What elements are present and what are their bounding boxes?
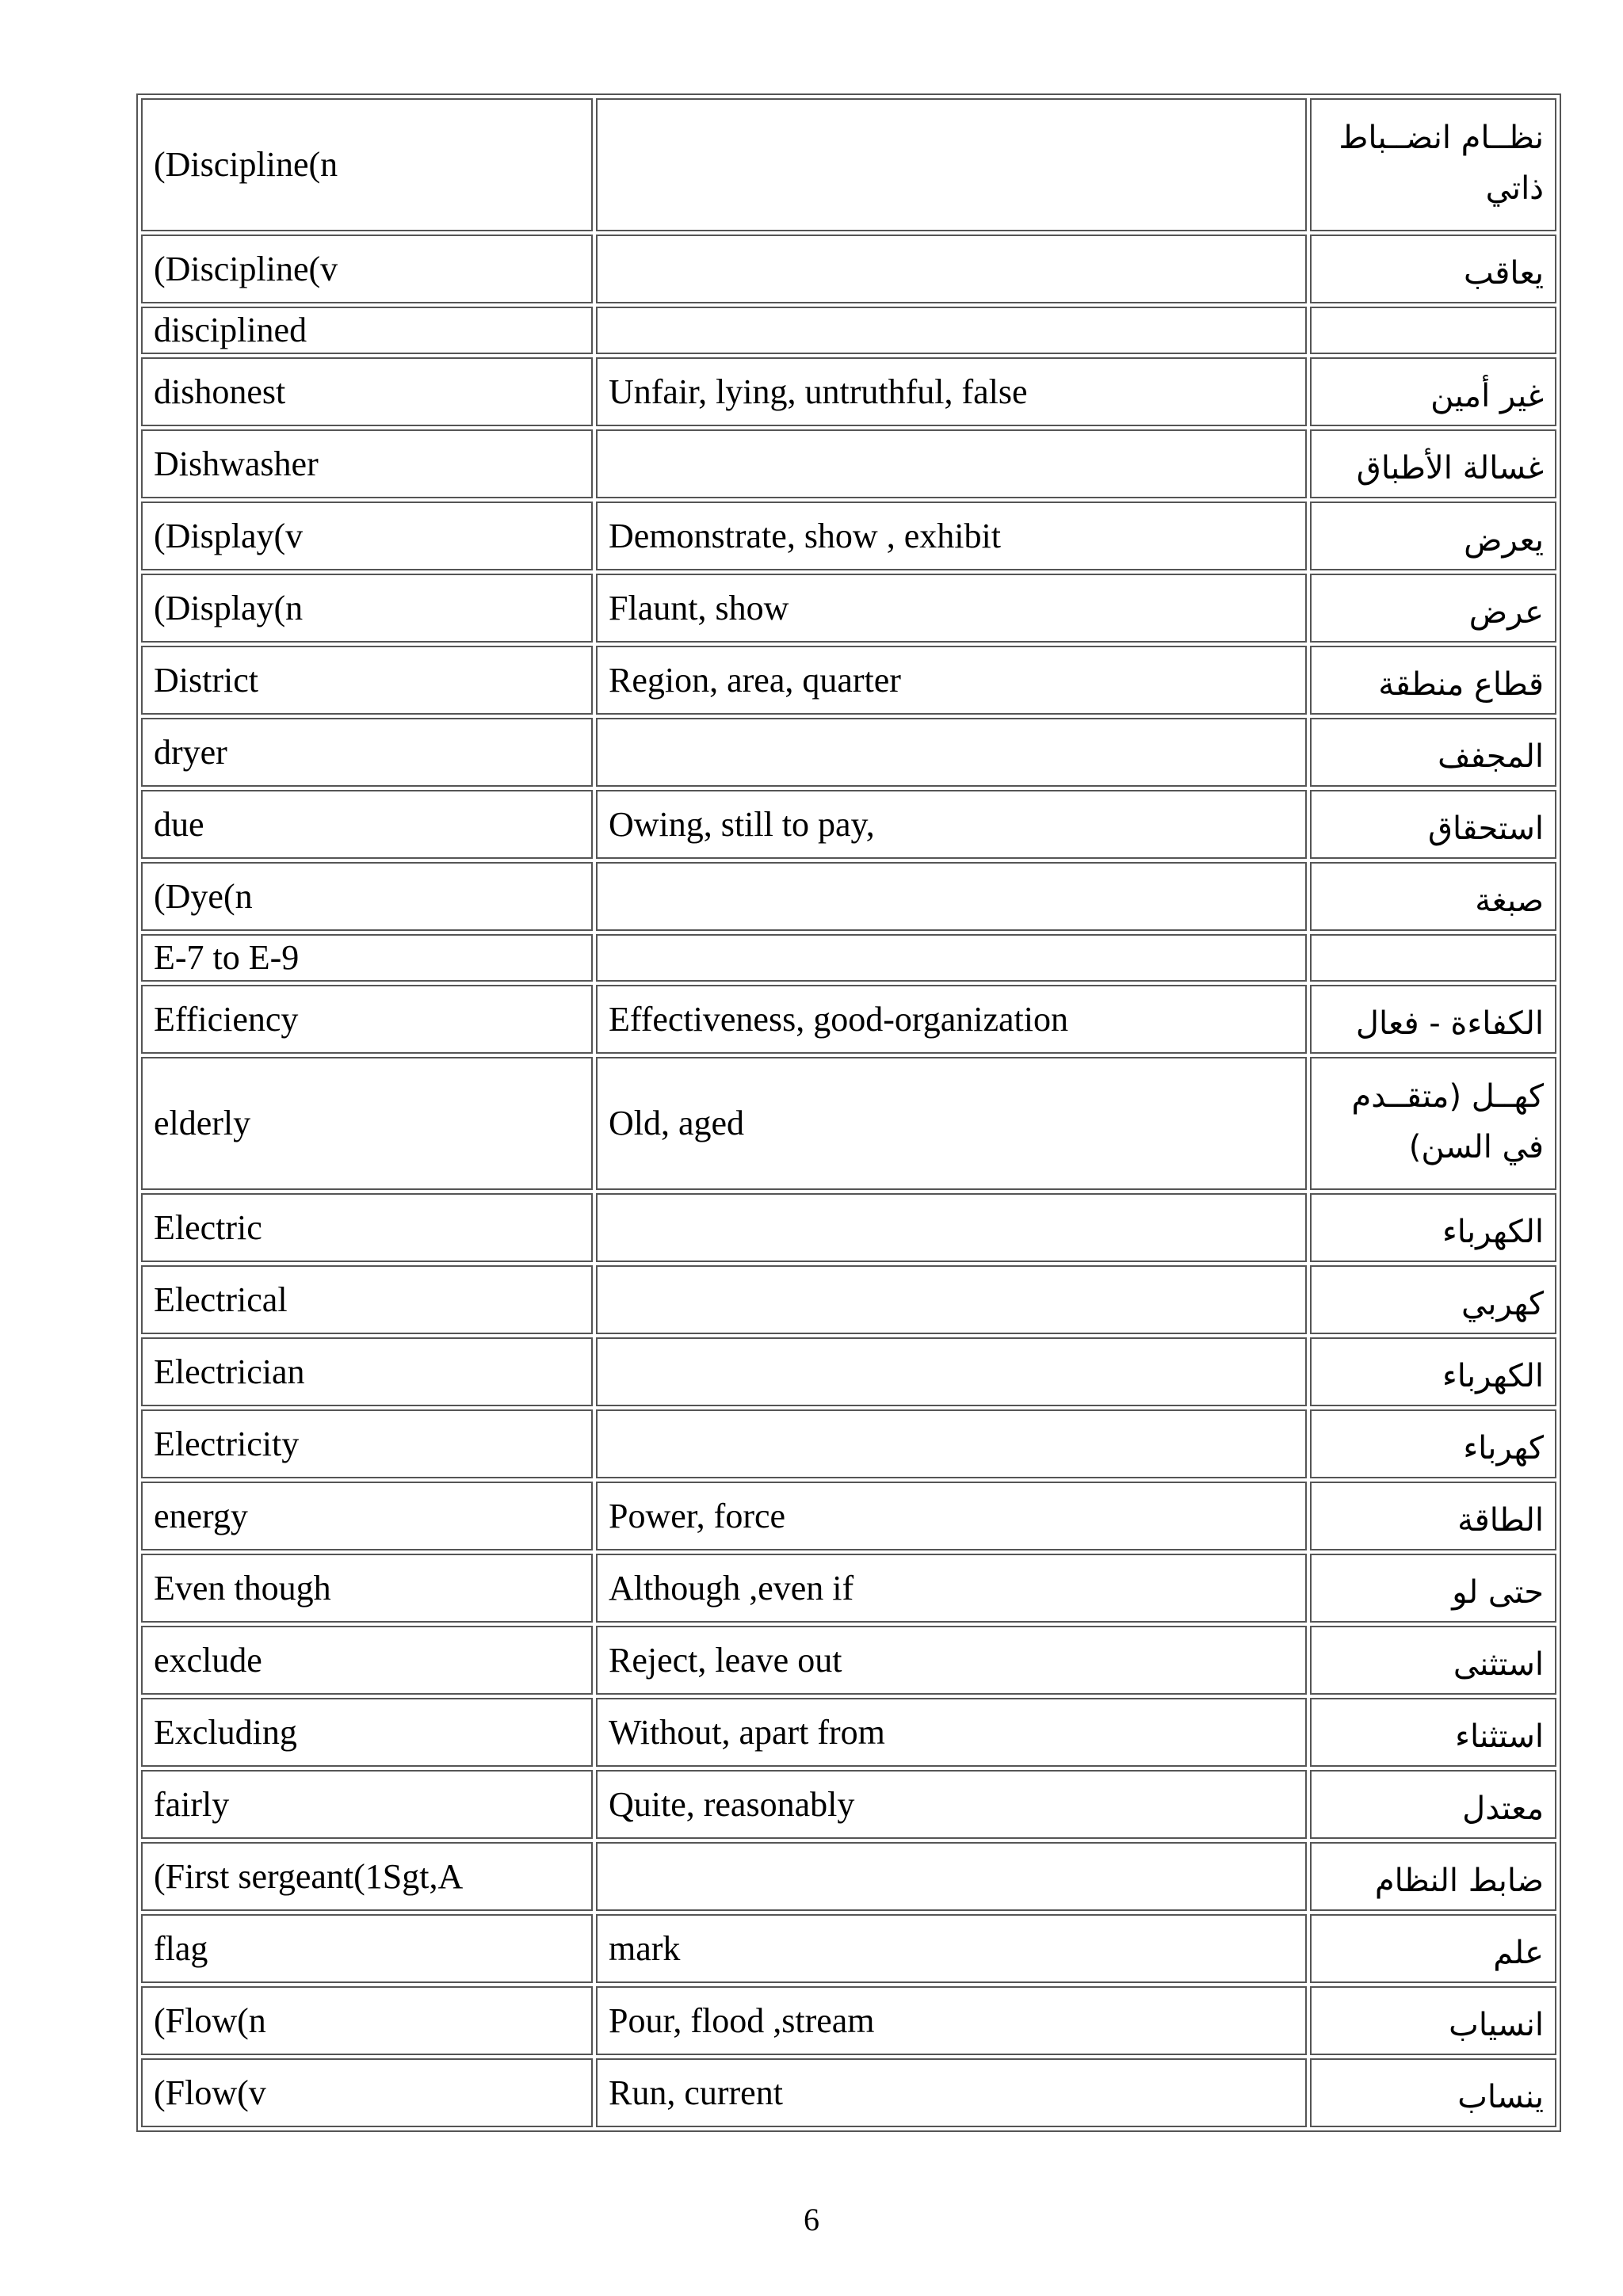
english-word-cell: dryer — [141, 718, 593, 787]
table-row — [141, 1986, 1556, 2055]
english-word-cell: (Display(n — [141, 574, 593, 643]
arabic-translation-cell: غير أمين — [1310, 357, 1556, 426]
synonyms-cell: Although ,even if — [596, 1554, 1307, 1623]
synonyms-cell — [596, 235, 1307, 303]
table-row — [141, 646, 1556, 715]
table-row — [141, 1057, 1556, 1190]
arabic-translation-cell: ينساب — [1310, 2058, 1556, 2127]
arabic-translation-cell: الطاقة — [1310, 1482, 1556, 1550]
synonyms-cell — [596, 429, 1307, 498]
arabic-translation-cell: الكهرباء — [1310, 1193, 1556, 1262]
table-row — [141, 1554, 1556, 1623]
english-word-cell: exclude — [141, 1626, 593, 1695]
synonyms-cell — [596, 862, 1307, 931]
synonyms-cell: Flaunt, show — [596, 574, 1307, 643]
synonyms-cell: Reject, leave out — [596, 1626, 1307, 1695]
vocabulary-table — [136, 93, 1561, 2132]
table-row — [141, 985, 1556, 1054]
table-row — [141, 934, 1556, 982]
table-row — [141, 1698, 1556, 1767]
arabic-translation-cell: معتدل — [1310, 1770, 1556, 1839]
arabic-translation-cell: الكهرباء — [1310, 1337, 1556, 1406]
arabic-translation-cell — [1310, 934, 1556, 982]
english-word-cell: Electrical — [141, 1265, 593, 1334]
english-word-cell: Excluding — [141, 1698, 593, 1767]
table-row — [141, 1409, 1556, 1478]
arabic-translation-cell: غسالة الأطباق — [1310, 429, 1556, 498]
arabic-translation-cell: صبغة — [1310, 862, 1556, 931]
synonyms-cell: Run, current — [596, 2058, 1307, 2127]
arabic-translation-cell: كهربي — [1310, 1265, 1556, 1334]
synonyms-cell — [596, 1337, 1307, 1406]
table-row — [141, 1626, 1556, 1695]
table-row — [141, 502, 1556, 570]
arabic-translation-cell — [1310, 307, 1556, 354]
english-word-cell: Electricity — [141, 1409, 593, 1478]
synonyms-cell: Pour, flood ,stream — [596, 1986, 1307, 2055]
english-word-cell: Even though — [141, 1554, 593, 1623]
arabic-translation-cell: انسياب — [1310, 1986, 1556, 2055]
table-row — [141, 98, 1556, 231]
synonyms-cell — [596, 934, 1307, 982]
arabic-translation-cell: ضابط النظام — [1310, 1842, 1556, 1911]
english-word-cell: (First sergeant(1Sgt,A — [141, 1842, 593, 1911]
table-row — [141, 1770, 1556, 1839]
english-word-cell: (Flow(n — [141, 1986, 593, 2055]
vocabulary-table-body — [141, 98, 1556, 2127]
english-word-cell: dishonest — [141, 357, 593, 426]
english-word-cell: (Dye(n — [141, 862, 593, 931]
synonyms-cell — [596, 307, 1307, 354]
synonyms-cell: Quite, reasonably — [596, 1770, 1307, 1839]
english-word-cell: elderly — [141, 1057, 593, 1190]
arabic-translation-cell: استثنى — [1310, 1626, 1556, 1695]
arabic-translation-cell: نظــام انضــباط ذاتي — [1310, 98, 1556, 231]
arabic-translation-cell: استحقاق — [1310, 790, 1556, 859]
synonyms-cell: Unfair, lying, untruthful, false — [596, 357, 1307, 426]
english-word-cell: (Display(v — [141, 502, 593, 570]
table-row — [141, 1914, 1556, 1983]
table-row — [141, 307, 1556, 354]
table-row — [141, 718, 1556, 787]
english-word-cell: Efficiency — [141, 985, 593, 1054]
synonyms-cell — [596, 98, 1307, 231]
synonyms-cell — [596, 718, 1307, 787]
arabic-translation-cell: عرض — [1310, 574, 1556, 643]
english-word-cell: fairly — [141, 1770, 593, 1839]
table-row — [141, 1337, 1556, 1406]
arabic-translation-cell: يعاقب — [1310, 235, 1556, 303]
english-word-cell: District — [141, 646, 593, 715]
table-row — [141, 574, 1556, 643]
table-row — [141, 235, 1556, 303]
english-word-cell: due — [141, 790, 593, 859]
synonyms-cell — [596, 1409, 1307, 1478]
synonyms-cell: Owing, still to pay, — [596, 790, 1307, 859]
arabic-translation-cell: يعرض — [1310, 502, 1556, 570]
english-word-cell: Electrician — [141, 1337, 593, 1406]
english-word-cell: energy — [141, 1482, 593, 1550]
english-word-cell: Dishwasher — [141, 429, 593, 498]
synonyms-cell — [596, 1193, 1307, 1262]
table-row — [141, 357, 1556, 426]
english-word-cell: flag — [141, 1914, 593, 1983]
synonyms-cell: Region, area, quarter — [596, 646, 1307, 715]
english-word-cell: (Discipline(v — [141, 235, 593, 303]
english-word-cell: E-7 to E-9 — [141, 934, 593, 982]
table-row — [141, 1842, 1556, 1911]
synonyms-cell — [596, 1265, 1307, 1334]
table-row — [141, 790, 1556, 859]
table-row — [141, 2058, 1556, 2127]
table-row — [141, 1482, 1556, 1550]
english-word-cell: (Discipline(n — [141, 98, 593, 231]
synonyms-cell: Old, aged — [596, 1057, 1307, 1190]
synonyms-cell: Demonstrate, show , exhibit — [596, 502, 1307, 570]
arabic-translation-cell: علم — [1310, 1914, 1556, 1983]
arabic-translation-cell: المجفف — [1310, 718, 1556, 787]
arabic-translation-cell: كهــل (متقــدم في السن) — [1310, 1057, 1556, 1190]
table-row — [141, 1193, 1556, 1262]
english-word-cell: disciplined — [141, 307, 593, 354]
page-number: 6 — [804, 2202, 819, 2237]
arabic-translation-cell: قطاع منطقة — [1310, 646, 1556, 715]
arabic-translation-cell: استثناء — [1310, 1698, 1556, 1767]
english-word-cell: (Flow(v — [141, 2058, 593, 2127]
english-word-cell: Electric — [141, 1193, 593, 1262]
synonyms-cell — [596, 1842, 1307, 1911]
arabic-translation-cell: كهرباء — [1310, 1409, 1556, 1478]
synonyms-cell: Power, force — [596, 1482, 1307, 1550]
table-row — [141, 429, 1556, 498]
arabic-translation-cell: حتى لو — [1310, 1554, 1556, 1623]
synonyms-cell: Effectiveness, good-organization — [596, 985, 1307, 1054]
synonyms-cell: Without, apart from — [596, 1698, 1307, 1767]
synonyms-cell: mark — [596, 1914, 1307, 1983]
table-row — [141, 1265, 1556, 1334]
table-row — [141, 862, 1556, 931]
arabic-translation-cell: الكفاءة - فعال — [1310, 985, 1556, 1054]
